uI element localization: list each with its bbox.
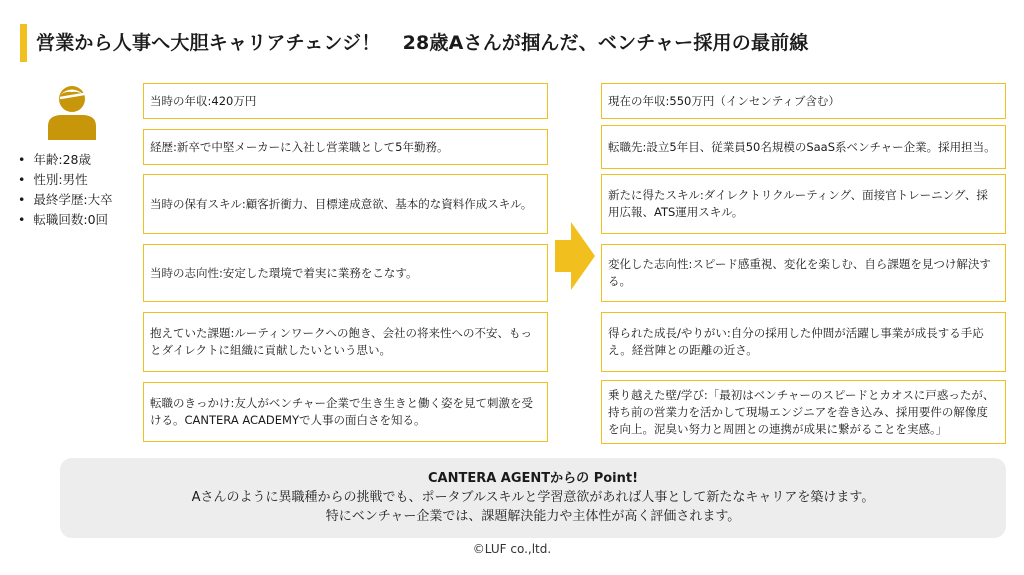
after-lessons-box xyxy=(601,380,1006,444)
title-sub: 28歳Aさんが掴んだ、ベンチャー採用の最前線 xyxy=(402,32,809,54)
profile-gender: • 性別:男性 xyxy=(18,170,113,190)
profile-age: • 年齢:28歳 xyxy=(18,150,113,170)
point-line-2: 特にベンチャー企業では、課題解決能力や主体性が高く評価されます。 xyxy=(325,509,741,524)
arrow-right-icon xyxy=(555,222,595,290)
profile-list xyxy=(18,150,113,230)
after-lessons: 乗り越えた壁/学び:「最初はベンチャーのスピードとカオスに戸惑ったが、持ち前の営業力を活かして現場エンジニアを巻き込み、採用要件の解像度を向上。泥臭い努力と周囲との連携が成果に繋がることを実感。」 xyxy=(608,387,995,436)
before-issues-box xyxy=(143,312,548,372)
after-skills: 新たに得たスキル:ダイレクトリクルーティング、面接官トレーニング、採用広報、ATS運用スキル。 xyxy=(608,188,988,219)
before-issues: 抱えていた課題:ルーティンワークへの飽き、会社の将来性への不安、もっとダイレクトに組織に貢献したいという思い。 xyxy=(150,326,532,357)
point-title: CANTERA AGENTからの Point! xyxy=(427,471,639,486)
point-panel xyxy=(60,458,1006,538)
after-salary: 現在の年収:550万円（インセンティブ含む） xyxy=(608,93,840,108)
copyright: ©LUF co.,ltd. xyxy=(472,542,552,556)
before-trigger: 転職のきっかけ:友人がベンチャー企業で生き生きと働く姿を見て刺激を受ける。CANTERA ACADEMYで人事の面白さを知る。 xyxy=(150,396,534,427)
before-career-box xyxy=(143,129,548,165)
before-skills-box xyxy=(143,174,548,234)
page-title xyxy=(36,28,996,55)
before-orientation: 当時の志向性:安定した環境で着実に業務をこなす。 xyxy=(150,265,418,280)
before-orientation-box xyxy=(143,244,548,302)
before-skills: 当時の保有スキル:顧客折衝力、目標達成意欲、基本的な資料作成スキル。 xyxy=(150,196,533,211)
before-salary-box xyxy=(143,83,548,119)
profile-education: • 最終学歴:大卒 xyxy=(18,190,113,210)
profile-job-changes: • 転職回数:0回 xyxy=(18,210,113,230)
after-salary-box xyxy=(601,83,1006,119)
after-orientation-box xyxy=(601,244,1006,302)
after-growth-box xyxy=(601,312,1006,372)
after-company: 転職先:設立5年目、従業員50名規模のSaaS系ベンチャー企業。採用担当。 xyxy=(608,139,996,154)
after-company-box xyxy=(601,125,1006,169)
person-icon xyxy=(44,82,100,140)
point-line-1: Aさんのように異職種からの挑戦でも、ポータブルスキルと学習意欲があれば人事として新たなキャリアを築けます。 xyxy=(191,490,875,505)
after-growth: 得られた成長/やりがい:自分の採用した仲間が活躍し事業が成長する手応え。経営陣との距離の近さ。 xyxy=(608,326,984,357)
before-trigger-box xyxy=(143,382,548,442)
after-orientation: 変化した志向性:スピード感重視、変化を楽しむ、自ら課題を見つけ解決する。 xyxy=(608,257,991,288)
before-salary: 当時の年収:420万円 xyxy=(150,93,257,108)
after-skills-box xyxy=(601,174,1006,234)
before-career: 経歴:新卒で中堅メーカーに入社し営業職として5年勤務。 xyxy=(150,139,449,154)
title-main: 営業から人事へ大胆キャリアチェンジ！ xyxy=(36,32,381,54)
title-accent-bar xyxy=(20,24,27,62)
